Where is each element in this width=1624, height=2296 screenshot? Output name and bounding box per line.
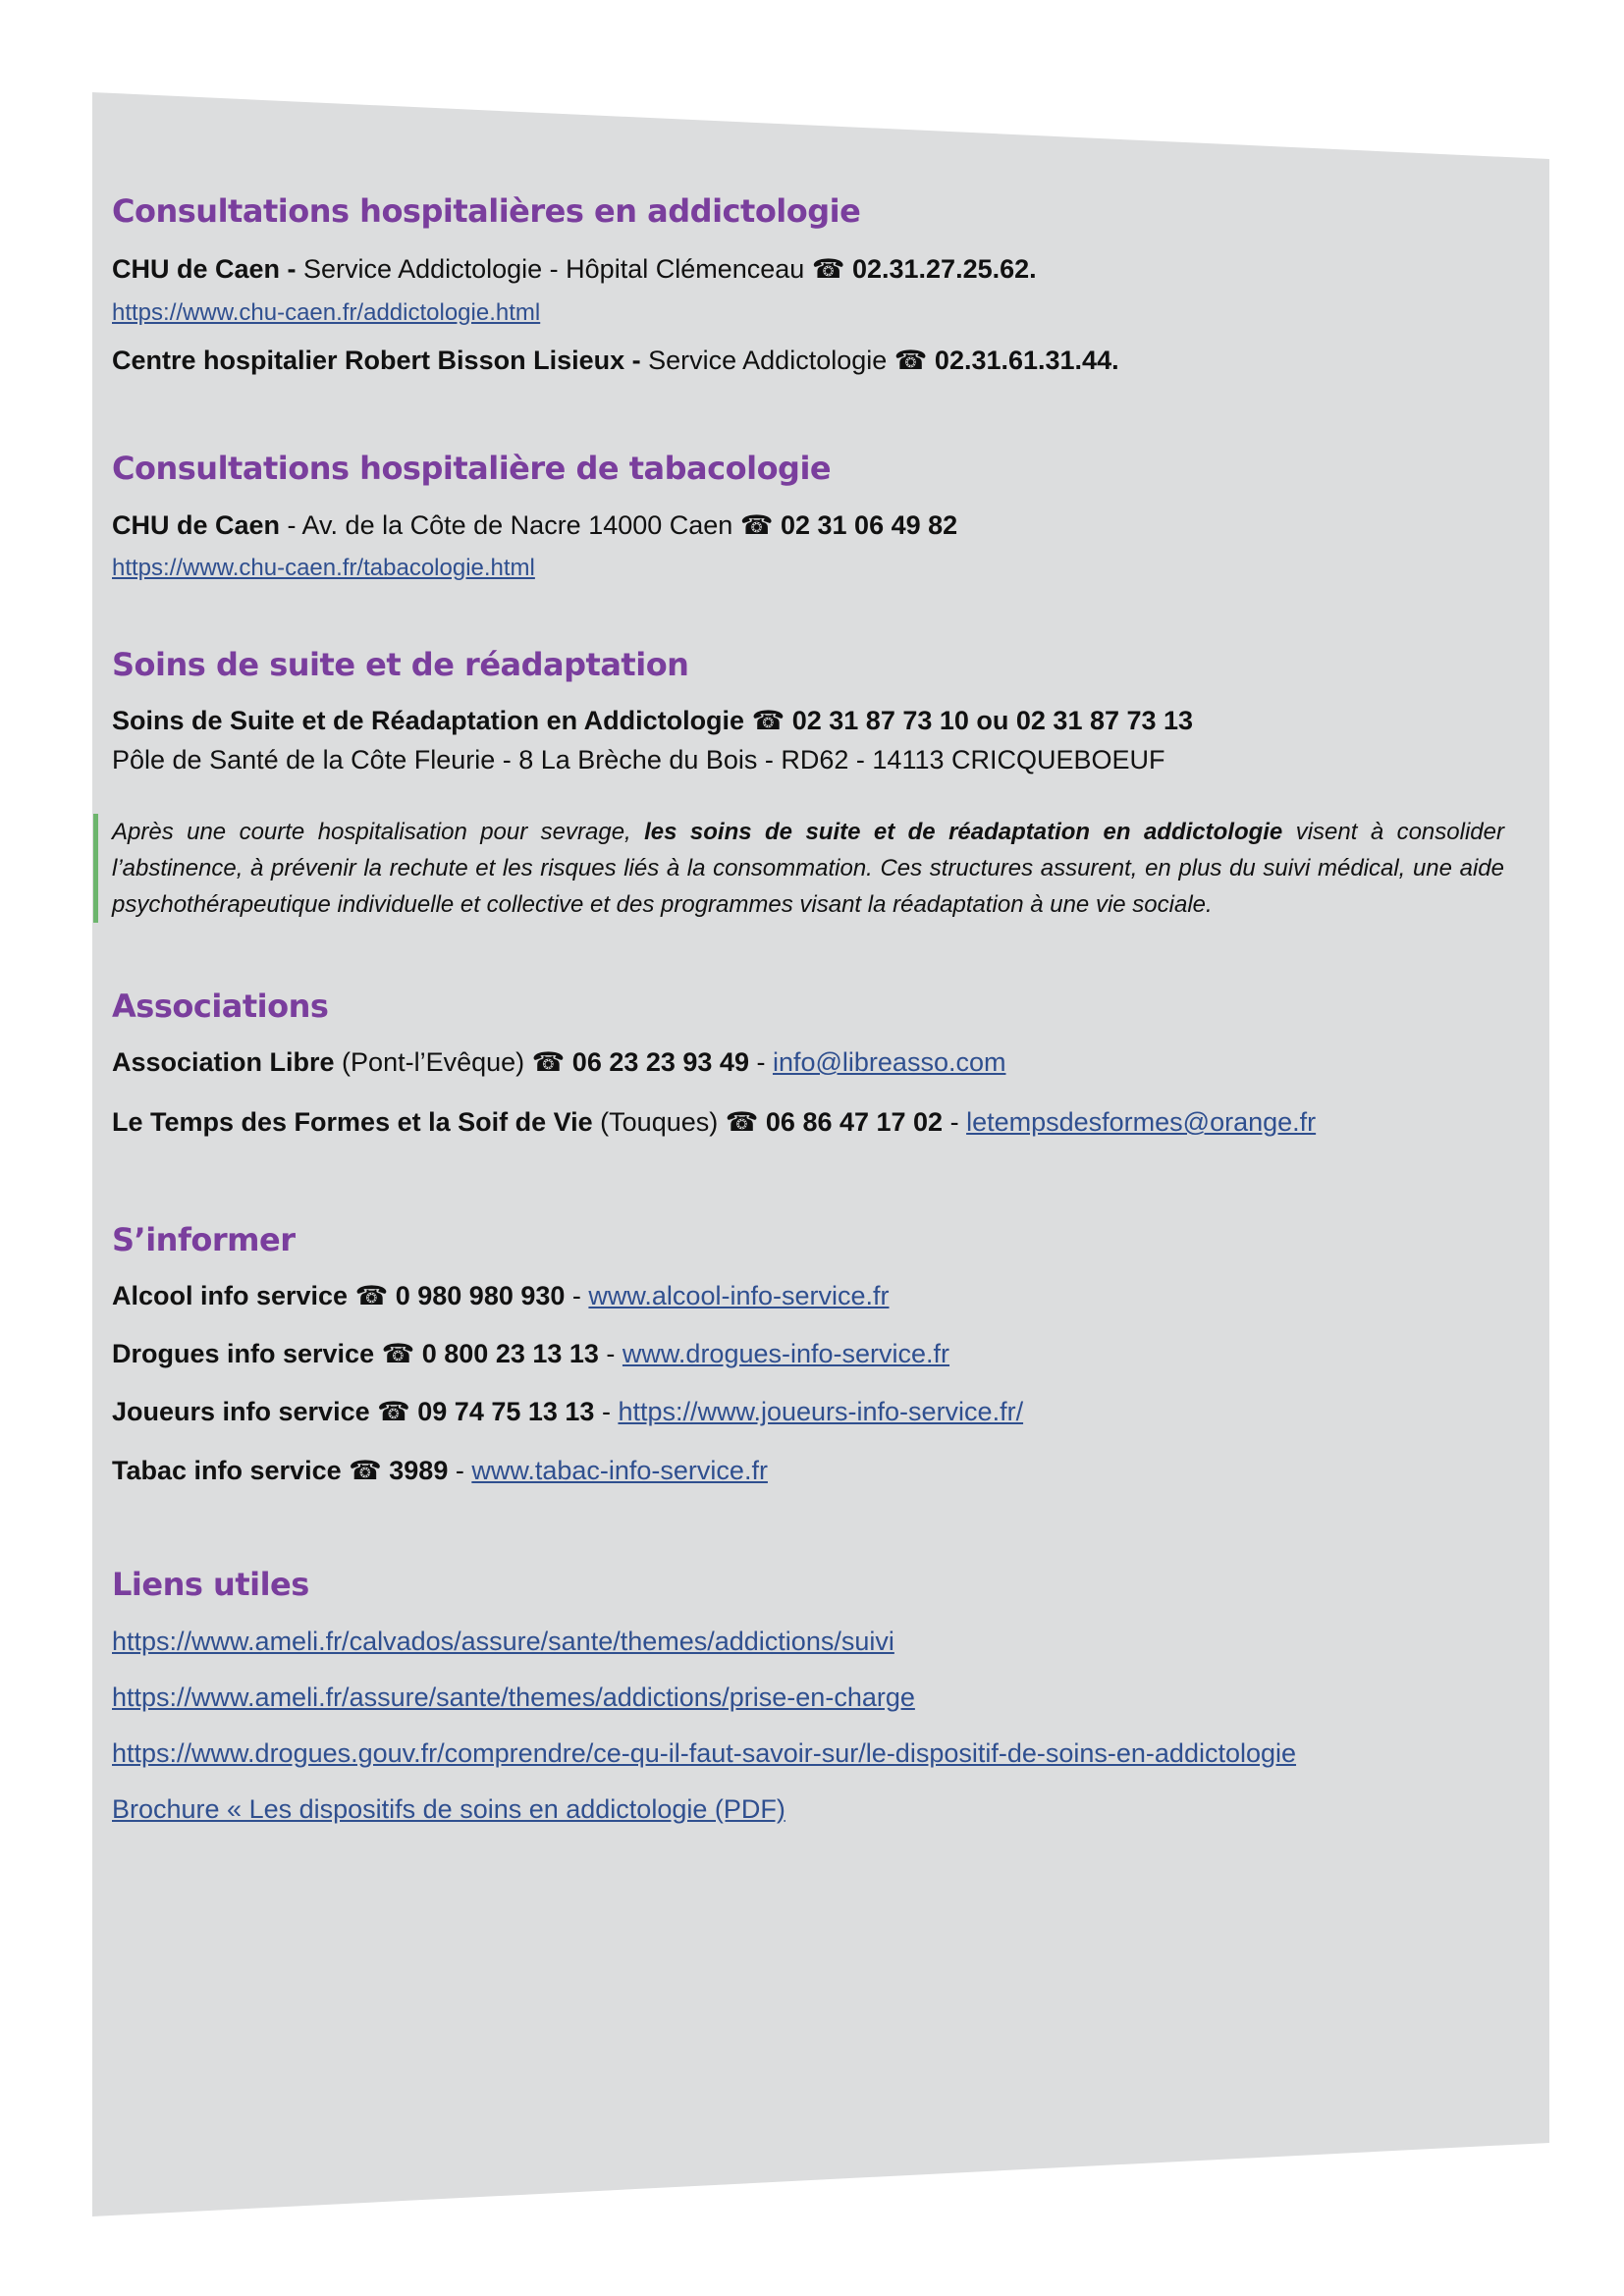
info-service-item bbox=[112, 1278, 890, 1313]
useful-link-item bbox=[112, 1735, 1296, 1771]
phone-icon: ☎ bbox=[531, 1047, 566, 1077]
heading-associations: Associations bbox=[112, 988, 329, 1025]
association-libre-email[interactable]: info@libreasso.com bbox=[772, 1047, 1006, 1077]
phone-icon: ☎ bbox=[349, 1456, 382, 1485]
chu-caen-tabacology-line bbox=[112, 507, 957, 543]
info-service-phone: 0 980 980 930 bbox=[395, 1281, 566, 1310]
phone-icon: ☎ bbox=[751, 706, 785, 735]
phone-icon: ☎ bbox=[811, 254, 845, 284]
note-text-start: Après une courte hospitalisation pour sevrage, bbox=[112, 819, 645, 845]
info-service-name: Alcool info service bbox=[112, 1281, 355, 1310]
association-libre-name: Association Libre bbox=[112, 1047, 335, 1077]
chu-caen-tabacology-phone: 02 31 06 49 82 bbox=[780, 510, 958, 540]
temps-des-formes-line bbox=[112, 1104, 1316, 1140]
info-service-link[interactable]: www.drogues-info-service.fr bbox=[622, 1339, 950, 1368]
note-text-bold: les soins de suite et de réadaptation en addictologie bbox=[644, 819, 1283, 845]
phone-icon: ☎ bbox=[381, 1339, 415, 1368]
phone-icon: ☎ bbox=[739, 510, 774, 540]
useful-link-item bbox=[112, 1791, 785, 1827]
heading-s-informer: S’informer bbox=[112, 1221, 296, 1258]
useful-link[interactable]: https://www.ameli.fr/assure/sante/themes/addictions/prise-en-charge bbox=[112, 1682, 915, 1712]
phone-icon: ☎ bbox=[725, 1107, 759, 1137]
association-libre-phone: 06 23 23 93 49 bbox=[571, 1047, 749, 1077]
heading-tabacology: Consultations hospitalière de tabacologie bbox=[112, 450, 832, 487]
ssr-line bbox=[112, 703, 1193, 738]
info-service-link[interactable]: www.alcool-info-service.fr bbox=[588, 1281, 890, 1310]
chu-caen-tabacology-link-line bbox=[112, 549, 535, 586]
chu-caen-phone: 02.31.27.25.62. bbox=[851, 254, 1037, 284]
chu-caen-name: CHU de Caen - bbox=[112, 254, 297, 284]
separator: - bbox=[565, 1281, 589, 1310]
temps-des-formes-location: (Touques) bbox=[592, 1107, 726, 1137]
ssr-name: Soins de Suite et de Réadaptation en Addictologie bbox=[112, 706, 752, 735]
info-service-item bbox=[112, 1336, 949, 1371]
chu-caen-addictology-link[interactable]: https://www.chu-caen.fr/addictologie.html bbox=[112, 299, 541, 326]
heading-useful-links: Liens utiles bbox=[112, 1566, 309, 1603]
heading-hospital-addictology: Consultations hospitalières en addictologie bbox=[112, 192, 861, 230]
temps-des-formes-name: Le Temps des Formes et la Soif de Vie bbox=[112, 1107, 593, 1137]
useful-link-item bbox=[112, 1680, 915, 1715]
info-service-item bbox=[112, 1453, 768, 1488]
phone-icon: ☎ bbox=[893, 346, 928, 375]
chu-caen-addictology-line bbox=[112, 251, 1037, 287]
useful-link[interactable]: https://www.drogues.gouv.fr/comprendre/ce-qu-il-faut-savoir-sur/le-dispositif-de-soins-en-addictologie bbox=[112, 1738, 1297, 1768]
phone-icon: ☎ bbox=[354, 1281, 389, 1310]
info-service-link[interactable]: www.tabac-info-service.fr bbox=[471, 1456, 768, 1485]
info-service-name: Drogues info service bbox=[112, 1339, 382, 1368]
useful-link[interactable]: https://www.ameli.fr/calvados/assure/sante/themes/addictions/suivi bbox=[112, 1627, 894, 1656]
info-service-link[interactable]: https://www.joueurs-info-service.fr/ bbox=[618, 1397, 1024, 1426]
info-service-phone: 0 800 23 13 13 bbox=[421, 1339, 599, 1368]
temps-des-formes-phone: 06 86 47 17 02 bbox=[765, 1107, 944, 1137]
lisieux-phone: 02.31.61.31.44. bbox=[934, 346, 1119, 375]
phone-icon: ☎ bbox=[377, 1397, 410, 1426]
info-service-phone: 3989 bbox=[389, 1456, 449, 1485]
separator: - bbox=[748, 1047, 773, 1077]
ssr-phone: 02 31 87 73 10 ou 02 31 87 73 13 bbox=[791, 706, 1194, 735]
chu-caen-service: Service Addictologie - Hôpital Clémenceau bbox=[296, 254, 812, 284]
info-service-phone: 09 74 75 13 13 bbox=[417, 1397, 595, 1426]
heading-follow-up-care: Soins de suite et de réadaptation bbox=[112, 646, 689, 683]
info-service-name: Tabac info service bbox=[112, 1456, 350, 1485]
separator: - bbox=[594, 1397, 619, 1426]
separator: - bbox=[943, 1107, 967, 1137]
chu-caen-name: CHU de Caen bbox=[112, 510, 281, 540]
lisieux-name: Centre hospitalier Robert Bisson Lisieux - bbox=[112, 346, 641, 375]
association-libre-location: (Pont-l’Evêque) bbox=[334, 1047, 532, 1077]
separator: - bbox=[598, 1339, 623, 1368]
ssr-description-note bbox=[93, 814, 1504, 923]
chu-caen-tabacology-link[interactable]: https://www.chu-caen.fr/tabacologie.html bbox=[112, 555, 535, 581]
temps-des-formes-email[interactable]: letempsdesformes@orange.fr bbox=[966, 1107, 1317, 1137]
note-text-end: visent à consolider l’abstinence, à prévenir la rechute et les risques liés à la consommation. Ces structures assurent, en plus du suivi médical, une aide psychothérapeutique individuelle et collective et des programmes visant la réadaptation à une vie sociale. bbox=[112, 819, 1504, 918]
chu-caen-address: - Av. de la Côte de Nacre 14000 Caen bbox=[280, 510, 740, 540]
lisieux-line bbox=[112, 343, 1119, 378]
useful-link-item bbox=[112, 1624, 894, 1659]
chu-caen-addictology-link-line bbox=[112, 294, 540, 331]
ssr-address: Pôle de Santé de la Côte Fleurie - 8 La Brèche du Bois - RD62 - 14113 CRICQUEBOEUF bbox=[112, 745, 1165, 774]
brochure-link[interactable]: Brochure « Les dispositifs de soins en addictologie (PDF) bbox=[112, 1794, 785, 1824]
info-service-name: Joueurs info service bbox=[112, 1397, 378, 1426]
info-service-item bbox=[112, 1394, 1023, 1429]
separator: - bbox=[448, 1456, 472, 1485]
association-libre-line bbox=[112, 1044, 1005, 1080]
lisieux-service: Service Addictologie bbox=[640, 346, 894, 375]
